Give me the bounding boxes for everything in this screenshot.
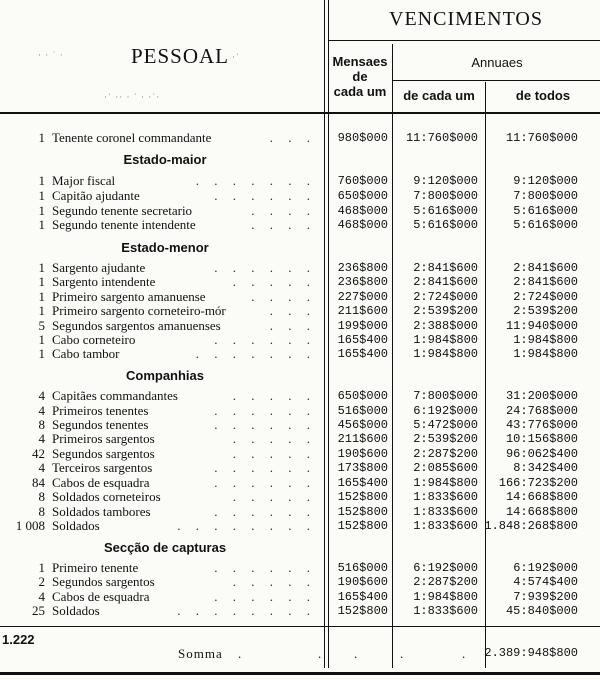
qty-cell: 1 — [38, 332, 45, 347]
monthly-each-cell: 211$600 — [337, 304, 388, 318]
rank-name-cell: Cabos de esquadra — [52, 589, 150, 604]
qty-cell: 2 — [38, 574, 45, 589]
qty-cell: 1 — [38, 130, 45, 145]
annual-total-cell: 2:724$000 — [513, 290, 578, 304]
annual-each-cell: 2:287$200 — [413, 575, 478, 589]
qty-cell: 1 — [38, 260, 45, 275]
qty-cell: 4 — [38, 388, 45, 403]
monthly-each-cell: 456$000 — [337, 418, 388, 432]
qty-cell: 1 008 — [15, 518, 45, 533]
monthly-each-cell: 516$000 — [337, 404, 388, 418]
annual-each-cell: 2:388$000 — [413, 319, 478, 333]
annual-each-cell: 2:085$600 — [413, 461, 478, 475]
table-row — [0, 174, 600, 188]
qty-cell: 1 — [38, 303, 45, 318]
rule-under-annuaes — [392, 80, 600, 81]
qty-cell: 1 — [38, 274, 45, 289]
annual-each-cell: 1:833$600 — [413, 604, 478, 618]
table-row — [0, 290, 600, 304]
somma-leader-dot: . — [354, 646, 358, 661]
monthly-each-cell: 227$000 — [337, 290, 388, 304]
rank-name-cell: Sargento intendente — [52, 274, 156, 289]
annual-each-cell: 2:287$200 — [413, 447, 478, 461]
annual-each-cell: 9:120$000 — [413, 174, 478, 188]
leader-dots: . . . — [269, 130, 316, 145]
monthly-each-cell: 165$400 — [337, 333, 388, 347]
rank-name-cell: Primeiro sargento amanuense — [52, 289, 206, 304]
header-vencimentos: VENCIMENTOS — [389, 8, 543, 30]
annual-each-cell: 5:616$000 — [413, 218, 478, 232]
section-heading: Secção de capturas — [103, 540, 227, 555]
monthly-each-cell: 468$000 — [337, 204, 388, 218]
monthly-each-cell: 165$400 — [337, 590, 388, 604]
monthly-each-cell: 236$800 — [337, 275, 388, 289]
qty-cell: 25 — [32, 603, 45, 618]
leader-dots: . . . . . . — [214, 560, 316, 575]
qty-cell: 5 — [38, 318, 45, 333]
qty-cell: 1 — [38, 289, 45, 304]
monthly-each-cell: 173$800 — [337, 461, 388, 475]
leader-dots: . . . . . . . . — [177, 603, 316, 618]
rank-name-cell: Capitães commandantes — [52, 388, 178, 403]
leader-dots: . . . . . — [232, 274, 316, 289]
annual-each-cell: 6:192$000 — [413, 561, 478, 575]
table-row — [0, 404, 600, 418]
table-row — [0, 604, 600, 618]
leader-dots: . . . . . . — [214, 403, 316, 418]
monthly-each-cell: 236$800 — [337, 261, 388, 275]
qty-cell: 1 — [38, 560, 45, 575]
leader-dots: . . . . . — [232, 388, 316, 403]
rank-name-cell: Primeiros tenentes — [52, 403, 149, 418]
table-row — [0, 505, 600, 519]
table-row — [0, 476, 600, 490]
table-row — [0, 218, 600, 232]
annual-total-cell: 45:840$000 — [505, 604, 578, 618]
table-row — [0, 590, 600, 604]
qty-cell: 8 — [38, 417, 45, 432]
rank-name-cell: Segundos sargentos amanuenses — [52, 318, 221, 333]
qty-cell: 4 — [38, 431, 45, 446]
annual-each-cell: 2:539$200 — [413, 432, 478, 446]
annual-each-cell: 11:760$000 — [405, 131, 478, 145]
annual-total-cell: 2:841$600 — [513, 275, 578, 289]
qty-cell: 1 — [38, 203, 45, 218]
total-personnel-count: 1.222 — [2, 632, 35, 647]
monthly-each-cell: 760$000 — [337, 174, 388, 188]
annual-each-cell: 1:984$800 — [413, 333, 478, 347]
qty-cell: 1 — [38, 173, 45, 188]
rule-under-vencimentos — [328, 40, 600, 41]
monthly-each-cell: 650$000 — [337, 389, 388, 403]
rank-name-cell: Segundo tenente intendente — [52, 217, 196, 232]
leader-dots: . . . — [269, 303, 316, 318]
annual-each-cell: 1:833$600 — [413, 519, 478, 533]
monthly-each-cell: 165$400 — [337, 476, 388, 490]
rank-name-cell: Segundos tenentes — [52, 417, 149, 432]
annual-total-cell: 2:539$200 — [513, 304, 578, 318]
annual-total-cell: 14:668$800 — [505, 505, 578, 519]
annual-total-cell: 6:192$000 — [513, 561, 578, 575]
leader-dots: . . . . . — [232, 489, 316, 504]
table-row — [0, 490, 600, 504]
header-annuaes: Annuaes — [471, 55, 523, 70]
annual-each-cell: 6:192$000 — [413, 404, 478, 418]
somma-value: 2.389:948$800 — [484, 646, 578, 660]
header-mensaes-line3: cada um — [333, 84, 387, 99]
rank-name-cell: Cabos de esquadra — [52, 475, 150, 490]
monthly-each-cell: 152$800 — [337, 490, 388, 504]
table-row — [0, 131, 600, 145]
annual-each-cell: 1:984$800 — [413, 476, 478, 490]
leader-dots: . . . . . . — [214, 332, 316, 347]
annual-each-cell: 7:800$000 — [413, 189, 478, 203]
header-mensaes — [328, 54, 392, 99]
leader-dots: . . . . . . . — [195, 346, 316, 361]
leader-dots: . . . . . . — [214, 504, 316, 519]
leader-dots: . . . — [269, 318, 316, 333]
monthly-each-cell: 165$400 — [337, 347, 388, 361]
rank-name-cell: Soldados — [52, 518, 100, 533]
header-de-todos: de todos — [515, 88, 571, 103]
qty-cell: 8 — [38, 504, 45, 519]
leader-dots: . . . . — [251, 203, 316, 218]
rank-name-cell: Cabo tambor — [52, 346, 120, 361]
somma-leader-dot: . — [238, 646, 242, 661]
print-smudge: · · ˙ · — [38, 50, 64, 60]
annual-total-cell: 7:800$000 — [513, 189, 578, 203]
section-heading: Companhias — [125, 368, 204, 383]
monthly-each-cell: 199$000 — [337, 319, 388, 333]
section-heading: Estado-menor — [121, 240, 209, 255]
rank-name-cell: Sargento ajudante — [52, 260, 146, 275]
table-row — [0, 275, 600, 289]
leader-dots: . . . . . — [232, 446, 316, 461]
print-smudge: ·˙ — [232, 52, 240, 62]
table-row — [0, 575, 600, 589]
leader-dots: . . . . . . . — [195, 173, 316, 188]
table-row — [0, 333, 600, 347]
monthly-each-cell: 190$600 — [337, 575, 388, 589]
annual-each-cell: 1:833$600 — [413, 505, 478, 519]
annual-total-cell: 11:940$000 — [505, 319, 578, 333]
monthly-each-cell: 152$800 — [337, 519, 388, 533]
table-row — [0, 432, 600, 446]
qty-cell: 1 — [38, 217, 45, 232]
annual-total-cell: 10:156$800 — [505, 432, 578, 446]
table-row — [0, 204, 600, 218]
monthly-each-cell: 152$800 — [337, 604, 388, 618]
rank-name-cell: Primeiros sargentos — [52, 431, 155, 446]
rank-name-cell: Soldados tambores — [52, 504, 151, 519]
table-row — [0, 418, 600, 432]
annual-total-cell: 24:768$000 — [505, 404, 578, 418]
annual-each-cell: 7:800$000 — [413, 389, 478, 403]
rank-name-cell: Terceiros sargentos — [52, 460, 153, 475]
annual-total-cell: 96:062$400 — [505, 447, 578, 461]
annual-each-cell: 5:472$000 — [413, 418, 478, 432]
leader-dots: . . . . — [251, 289, 316, 304]
table-row — [0, 319, 600, 333]
annual-each-cell: 1:984$800 — [413, 590, 478, 604]
annual-each-cell: 1:833$600 — [413, 490, 478, 504]
leader-dots: . . . . . . — [214, 475, 316, 490]
annual-total-cell: 166:723$200 — [498, 476, 578, 490]
table-row — [0, 461, 600, 475]
monthly-each-cell: 211$600 — [337, 432, 388, 446]
rank-name-cell: Soldados — [52, 603, 100, 618]
header-mensaes-line1: Mensaes — [332, 54, 388, 69]
rank-name-cell: Primeiro tenente — [52, 560, 139, 575]
rule-header-bottom — [0, 112, 600, 114]
annual-total-cell: 5:616$000 — [513, 218, 578, 232]
rank-name-cell: Tenente coronel commandante — [52, 130, 212, 145]
qty-cell: 84 — [32, 475, 45, 490]
annual-each-cell: 1:984$800 — [413, 347, 478, 361]
rank-name-cell: Primeiro sargento corneteiro-mór — [52, 303, 226, 318]
print-smudge: ·˙ ·· · ˙ · ·˙· — [104, 92, 161, 102]
annual-each-cell: 5:616$000 — [413, 204, 478, 218]
leader-dots: . . . . . — [232, 431, 316, 446]
header-de-cada-um: de cada um — [403, 88, 475, 103]
annual-each-cell: 2:724$000 — [413, 290, 478, 304]
annual-each-cell: 2:539$200 — [413, 304, 478, 318]
annual-each-cell: 2:841$600 — [413, 261, 478, 275]
table-row — [0, 304, 600, 318]
rule-before-somma — [0, 626, 600, 627]
rank-name-cell: Segundo tenente secretario — [52, 203, 193, 218]
annual-total-cell: 7:939$200 — [513, 590, 578, 604]
annual-total-cell: 43:776$000 — [505, 418, 578, 432]
annual-total-cell: 14:668$800 — [505, 490, 578, 504]
somma-leader-dot: . — [462, 646, 466, 661]
leader-dots: . . . . . . — [214, 260, 316, 275]
somma-leader-dot: . — [400, 646, 404, 661]
annual-total-cell: 4:574$400 — [513, 575, 578, 589]
table-row — [0, 447, 600, 461]
somma-leader-dot: . — [318, 646, 322, 661]
rule-page-bottom — [0, 672, 600, 675]
annual-total-cell: 1:984$800 — [513, 347, 578, 361]
annual-total-cell: 5:616$000 — [513, 204, 578, 218]
qty-cell: 1 — [38, 188, 45, 203]
table-row — [0, 261, 600, 275]
qty-cell: 4 — [38, 589, 45, 604]
qty-cell: 1 — [38, 346, 45, 361]
monthly-each-cell: 152$800 — [337, 505, 388, 519]
monthly-each-cell: 650$000 — [337, 189, 388, 203]
annual-total-cell: 2:841$600 — [513, 261, 578, 275]
section-heading: Estado-maior — [123, 152, 207, 167]
header-mensaes-line2: de — [352, 69, 368, 84]
qty-cell: 4 — [38, 403, 45, 418]
rank-name-cell: Major fiscal — [52, 173, 116, 188]
rank-name-cell: Soldados corneteiros — [52, 489, 161, 504]
table-row — [0, 347, 600, 361]
header-pessoal: PESSOAL — [130, 44, 230, 68]
table-row — [0, 389, 600, 403]
qty-cell: 4 — [38, 460, 45, 475]
leader-dots: . . . . . . — [214, 589, 316, 604]
table-row — [0, 561, 600, 575]
leader-dots: . . . . — [251, 217, 316, 232]
leader-dots: . . . . . . — [214, 417, 316, 432]
annual-total-cell: 1:984$800 — [513, 333, 578, 347]
leader-dots: . . . . . — [232, 574, 316, 589]
monthly-each-cell: 980$000 — [337, 131, 388, 145]
annual-each-cell: 2:841$600 — [413, 275, 478, 289]
qty-cell: 42 — [32, 446, 45, 461]
annual-total-cell: 8:342$400 — [513, 461, 578, 475]
rank-name-cell: Cabo corneteiro — [52, 332, 136, 347]
monthly-each-cell: 468$000 — [337, 218, 388, 232]
table-row — [0, 519, 600, 533]
leader-dots: . . . . . . . . — [177, 518, 316, 533]
annual-total-cell: 1.848:268$800 — [484, 519, 578, 533]
annual-total-cell: 9:120$000 — [513, 174, 578, 188]
annual-total-cell: 11:760$000 — [505, 131, 578, 145]
leader-dots: . . . . . . — [214, 460, 316, 475]
leader-dots: . . . . . . — [214, 188, 316, 203]
rank-name-cell: Segundos sargentos — [52, 446, 155, 461]
qty-cell: 8 — [38, 489, 45, 504]
rank-name-cell: Capitão ajudante — [52, 188, 140, 203]
annual-total-cell: 31:200$000 — [505, 389, 578, 403]
monthly-each-cell: 516$000 — [337, 561, 388, 575]
rank-name-cell: Segundos sargentos — [52, 574, 155, 589]
table-row — [0, 189, 600, 203]
monthly-each-cell: 190$600 — [337, 447, 388, 461]
somma-label: Somma — [178, 646, 223, 661]
